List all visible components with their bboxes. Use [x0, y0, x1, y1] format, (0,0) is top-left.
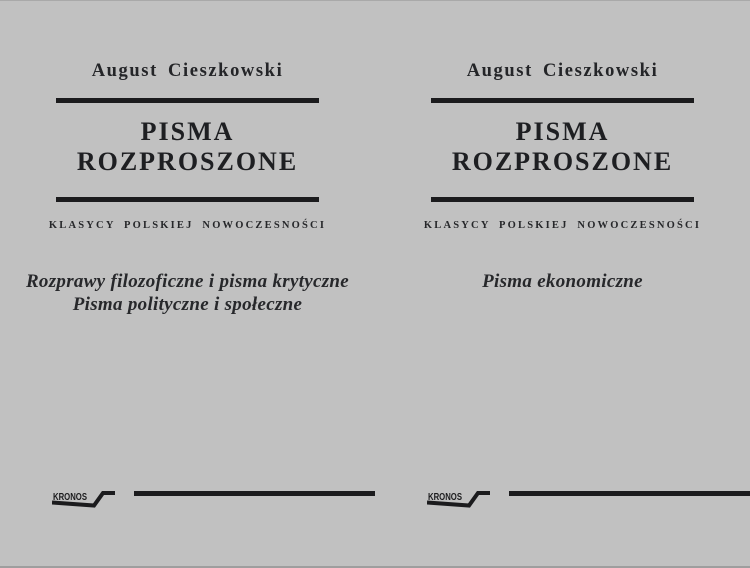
book-title [0, 117, 375, 177]
author-name: August Cieszkowski [91, 61, 284, 81]
divider-rule-bottom [56, 197, 319, 202]
kronos-logo-text: KRONOS [428, 492, 463, 503]
book-title-line2: ROZPROSZONE [76, 147, 299, 176]
divider-rule-top [56, 98, 319, 103]
kronos-publisher-logo [427, 486, 497, 514]
kronos-logo-icon [52, 486, 122, 514]
book-title [375, 117, 750, 177]
series-title: KLASYCY POLSKIEJ NOWOCZESNOŚCI [423, 220, 702, 231]
book-title-line1: PISMA [515, 117, 610, 146]
kronos-logo-text: KRONOS [53, 492, 88, 503]
series-title: KLASYCY POLSKIEJ NOWOCZESNOŚCI [48, 220, 327, 231]
footer-rule [134, 491, 375, 496]
volume-contents [375, 270, 750, 293]
volume-contents-line1: Pisma ekonomiczne [482, 271, 643, 292]
author-name: August Cieszkowski [466, 61, 659, 81]
book-cover-right [375, 0, 750, 568]
book-title-line2: ROZPROSZONE [451, 147, 674, 176]
divider-rule-top [431, 98, 694, 103]
kronos-publisher-logo [52, 486, 122, 514]
footer-rule [509, 491, 750, 496]
divider-rule-bottom [431, 197, 694, 202]
volume-contents-line2: Pisma polityczne i społeczne [72, 294, 303, 315]
kronos-logo-icon [427, 486, 497, 514]
volume-contents [0, 270, 375, 316]
book-title-line1: PISMA [140, 117, 235, 146]
volume-contents-line1: Rozprawy filozoficzne i pisma krytyczne [25, 271, 350, 292]
